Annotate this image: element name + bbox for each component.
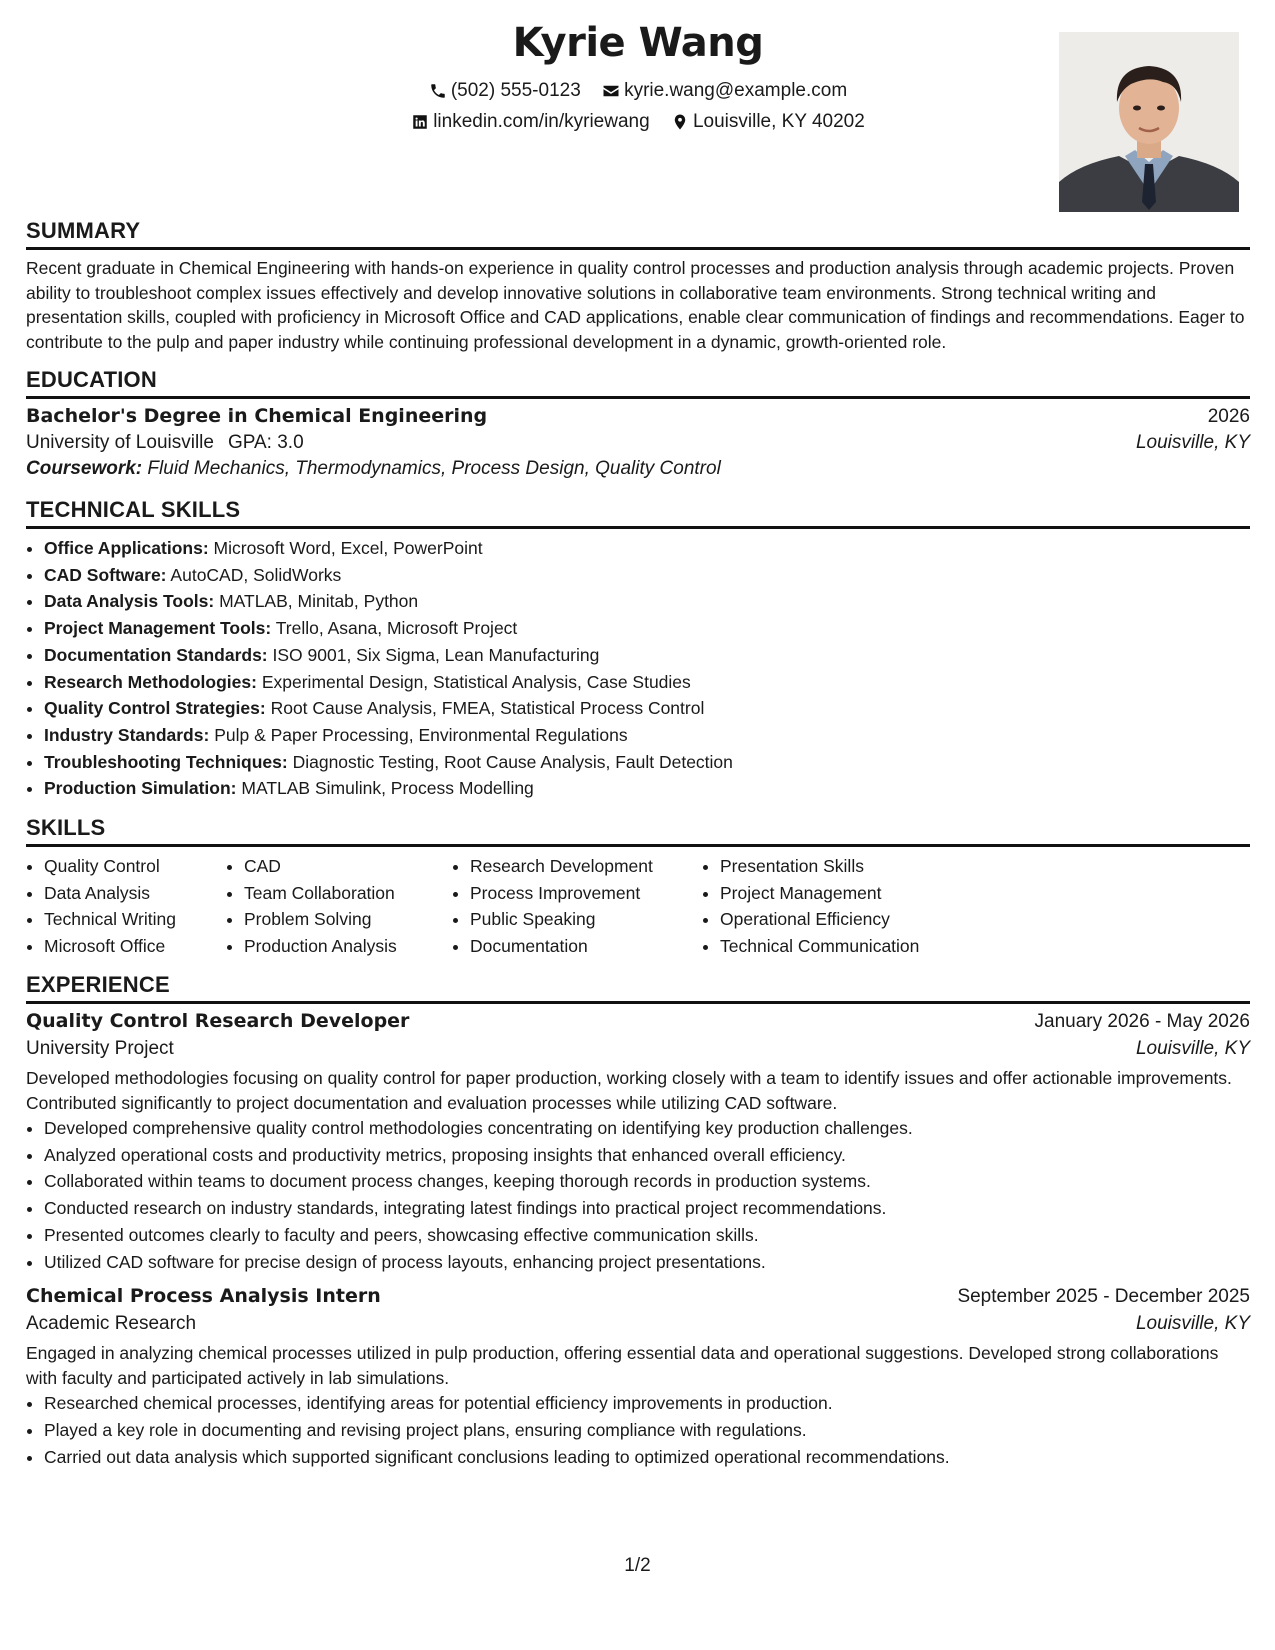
job-bullet: • Presented outcomes clearly to faculty and peers, showcasing effective communication skills. <box>44 1222 1250 1249</box>
profile-photo <box>1059 32 1239 212</box>
skill-item: • Microsoft Office <box>44 933 226 960</box>
job-entry <box>26 1010 1250 1275</box>
skill-item: • Presentation Skills <box>720 853 1020 880</box>
skills-column <box>26 853 226 959</box>
job-title: Quality Control Research Developer <box>26 1010 410 1033</box>
skills-grid <box>26 853 1250 959</box>
job-organization: Academic Research <box>26 1313 197 1335</box>
coursework-label: Coursework: <box>26 458 143 479</box>
candidate-name: Kyrie Wang <box>512 20 764 66</box>
technical-skill-item <box>44 642 1250 669</box>
page-number: 1/2 <box>624 1555 651 1576</box>
job-bullet: • Developed comprehensive quality control methodologies concentrating on identifying key production challenges. <box>44 1115 1250 1142</box>
section-title-technical-skills: TECHNICAL SKILLS <box>26 497 1250 529</box>
technical-skill-label: Industry Standards: <box>44 724 210 745</box>
job-description: Engaged in analyzing chemical processes utilized in pulp production, offering essential data and operational suggestions. Developed strong collaborations with faculty and participated actively in lab simulations. <box>26 1343 1219 1388</box>
skills-column <box>452 853 702 959</box>
job-location: Louisville, KY <box>1135 1313 1250 1335</box>
technical-skill-value: Trello, Asana, Microsoft Project <box>275 618 518 639</box>
skills-column <box>702 853 1020 959</box>
technical-skill-label: CAD Software: <box>44 564 167 585</box>
technical-skill-item <box>44 588 1250 615</box>
technical-skill-label: Quality Control Strategies: <box>44 698 266 719</box>
job-bullet: • Collaborated within teams to document process changes, keeping thorough records in production systems. <box>44 1168 1250 1195</box>
skill-item: • Research Development <box>470 853 702 880</box>
technical-skill-item <box>44 562 1250 589</box>
coursework-list: Fluid Mechanics, Thermodynamics, Process Design, Quality Control <box>147 458 721 479</box>
technical-skill-label: Production Simulation: <box>44 778 237 799</box>
technical-skill-value: Diagnostic Testing, Root Cause Analysis, Fault Detection <box>292 751 733 772</box>
technical-skill-value: ISO 9001, Six Sigma, Lean Manufacturing <box>272 644 600 665</box>
section-title-summary: SUMMARY <box>26 218 1250 250</box>
skill-item: • Quality Control <box>44 853 226 880</box>
skill-item: • Problem Solving <box>244 906 452 933</box>
map-pin-icon <box>671 113 689 131</box>
location-contact <box>671 111 865 133</box>
experience-list <box>26 1010 1250 1470</box>
education-section <box>26 367 1250 480</box>
skill-item: • Public Speaking <box>470 906 702 933</box>
resume-page <box>26 0 1250 1650</box>
job-subheader <box>26 1038 1250 1060</box>
technical-skill-label: Research Methodologies: <box>44 671 257 692</box>
job-header <box>26 1010 1250 1033</box>
skill-item: • Data Analysis <box>44 880 226 907</box>
education-row-2 <box>26 432 1250 454</box>
job-bullet: • Conducted research on industry standards, integrating latest findings into practical project recommendations. <box>44 1195 1250 1222</box>
technical-skill-label: Project Management Tools: <box>44 618 272 639</box>
skill-item: • Operational Efficiency <box>720 906 1020 933</box>
technical-skill-value: Pulp & Paper Processing, Environmental Regulations <box>214 724 628 745</box>
technical-skill-label: Data Analysis Tools: <box>44 591 215 612</box>
graduation-year: 2026 <box>1207 406 1250 427</box>
technical-skill-item <box>44 669 1250 696</box>
technical-skill-value: MATLAB Simulink, Process Modelling <box>241 778 534 799</box>
job-entry <box>26 1285 1250 1470</box>
skill-item: • Production Analysis <box>244 933 452 960</box>
school-line <box>26 432 304 454</box>
technical-skill-item <box>44 775 1250 802</box>
job-bullet: • Carried out data analysis which supported significant conclusions leading to optimized operational recommendations. <box>44 1444 1250 1471</box>
skills-section <box>26 815 1250 959</box>
skill-item: • Technical Communication <box>720 933 1020 960</box>
email-contact[interactable] <box>602 80 847 102</box>
section-title-skills: SKILLS <box>26 815 1250 847</box>
technical-skill-item <box>44 615 1250 642</box>
skill-item: • Documentation <box>470 933 702 960</box>
job-bullets <box>26 1390 1250 1470</box>
summary-section <box>26 218 1250 354</box>
technical-skill-item <box>44 535 1250 562</box>
technical-skill-item <box>44 695 1250 722</box>
job-title: Chemical Process Analysis Intern <box>26 1285 381 1308</box>
technical-skills-section <box>26 497 1250 802</box>
experience-section <box>26 972 1250 1470</box>
job-bullet: • Analyzed operational costs and productivity metrics, proposing insights that enhanced overall efficiency. <box>44 1142 1250 1169</box>
school-name: University of Louisville <box>26 432 214 453</box>
job-location: Louisville, KY <box>1135 1038 1250 1060</box>
degree-title: Bachelor's Degree in Chemical Engineering <box>26 405 488 427</box>
technical-skill-label: Documentation Standards: <box>44 644 268 665</box>
linkedin-text: linkedin.com/in/kyriewang <box>433 111 650 132</box>
email-text: kyrie.wang@example.com <box>624 80 848 101</box>
technical-skill-label: Office Applications: <box>44 538 209 558</box>
skills-column <box>226 853 452 959</box>
linkedin-icon <box>411 113 429 131</box>
technical-skill-value: MATLAB, Minitab, Python <box>219 591 419 612</box>
gpa: GPA: 3.0 <box>227 432 304 453</box>
technical-skill-value: Microsoft Word, Excel, PowerPoint <box>213 538 483 558</box>
job-header <box>26 1285 1250 1308</box>
envelope-icon <box>602 82 620 100</box>
technical-skill-value: Root Cause Analysis, FMEA, Statistical Process Control <box>270 698 705 719</box>
job-bullet: • Played a key role in documenting and revising project plans, ensuring compliance with regulations. <box>44 1417 1250 1444</box>
job-dates: September 2025 - December 2025 <box>957 1286 1250 1308</box>
technical-skill-item <box>44 749 1250 776</box>
technical-skill-label: Troubleshooting Techniques: <box>44 751 288 772</box>
school-location: Louisville, KY <box>1135 432 1250 453</box>
education-row-1 <box>26 405 1250 428</box>
section-title-education: EDUCATION <box>26 367 1250 399</box>
job-bullets <box>26 1115 1250 1275</box>
job-bullet: • Researched chemical processes, identifying areas for potential efficiency improvements in production. <box>44 1390 1250 1417</box>
linkedin-contact[interactable] <box>411 111 650 133</box>
portrait-illustration <box>1059 32 1239 212</box>
phone-contact <box>429 80 581 102</box>
skill-item: • Technical Writing <box>44 906 226 933</box>
technical-skill-value: AutoCAD, SolidWorks <box>170 564 342 585</box>
location-text: Louisville, KY 40202 <box>692 111 865 132</box>
job-bullet: • Utilized CAD software for precise design of process layouts, enhancing project presentations. <box>44 1249 1250 1276</box>
skill-item: • Team Collaboration <box>244 880 452 907</box>
section-title-experience: EXPERIENCE <box>26 972 1250 1004</box>
skill-item: • Process Improvement <box>470 880 702 907</box>
job-dates: January 2026 - May 2026 <box>1034 1011 1250 1033</box>
phone-text: (502) 555-0123 <box>450 80 581 101</box>
coursework-line <box>26 458 1250 480</box>
technical-skill-value: Experimental Design, Statistical Analysis, Case Studies <box>261 671 691 692</box>
skill-item: • CAD <box>244 853 452 880</box>
technical-skill-item <box>44 722 1250 749</box>
summary-text: Recent graduate in Chemical Engineering with hands-on experience in quality control processes and production analysis through academic projects. Proven ability to troubleshoot complex issues effectively and develop innovative solutions in collaborative team environments. Strong technical writing and presentation skills, coupled with proficiency in Microsoft Office and CAD applications, enable clear communication of findings and recommendations. Eager to contribute to the pulp and paper industry while continuing professional development in a dynamic, growth-oriented role. <box>26 258 1245 352</box>
phone-icon <box>429 82 447 100</box>
resume-header <box>26 0 1250 218</box>
technical-skills-list <box>26 535 1250 802</box>
job-description: Developed methodologies focusing on quality control for paper production, working closely with a team to identify issues and offer actionable improvements. Contributed significantly to project documentation and evaluation processes while utilizing CAD software. <box>26 1068 1232 1113</box>
skill-item: • Project Management <box>720 880 1020 907</box>
job-organization: University Project <box>26 1038 174 1060</box>
job-subheader <box>26 1313 1250 1335</box>
